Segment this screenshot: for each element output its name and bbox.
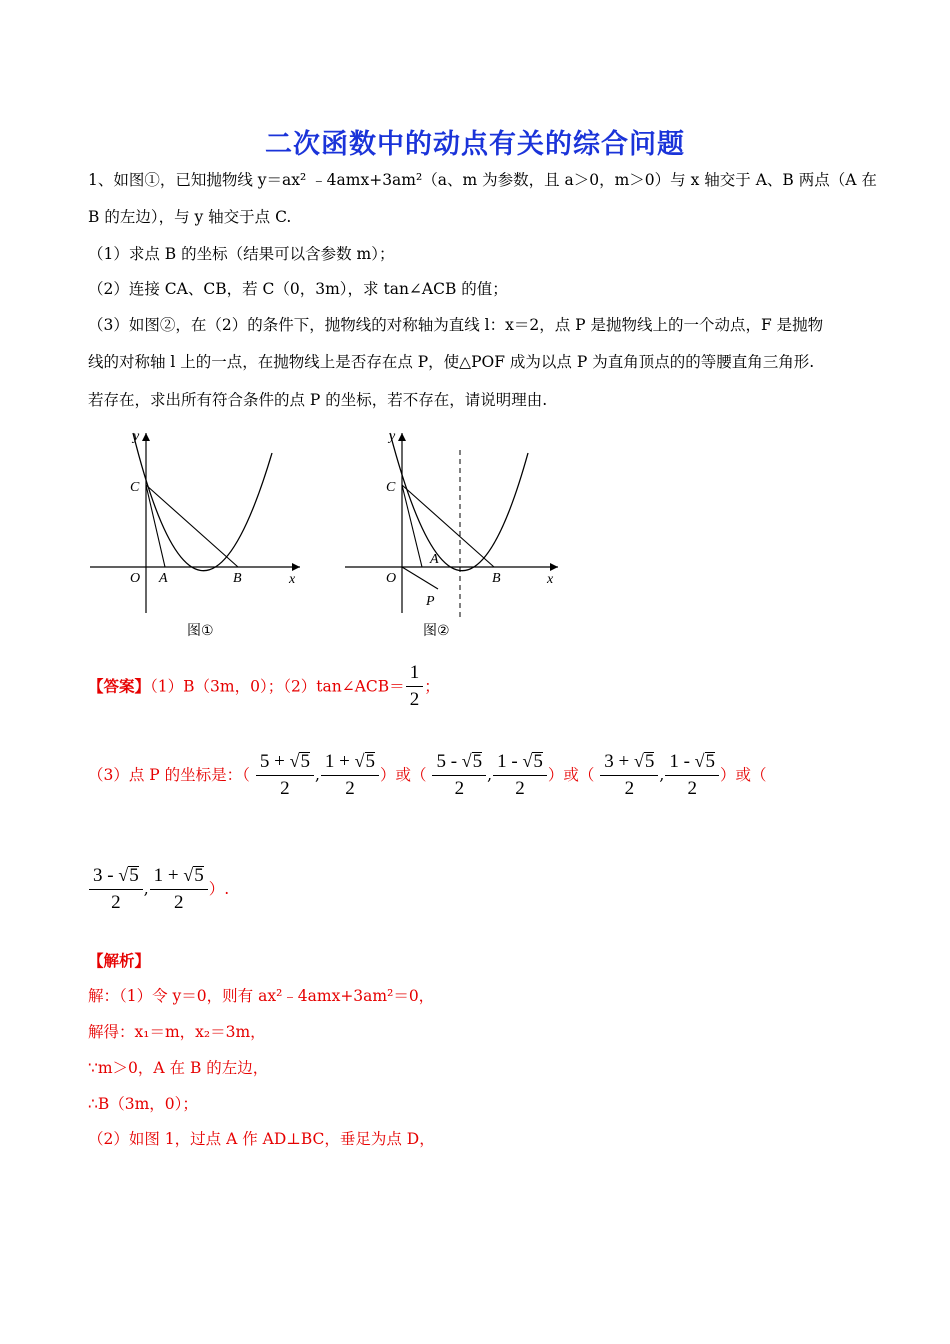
question-3-line-3: 若存在，求出所有符合条件的点 P 的坐标，若不存在，请说明理由.	[88, 391, 548, 409]
answer-line-3	[88, 748, 767, 802]
label-c: C	[386, 480, 396, 495]
analysis-line-2: 解得：x₁＝m，x₂＝3m，	[88, 1023, 266, 1041]
label-p: P	[426, 594, 435, 609]
analysis-line-3: ∵m＞0，A 在 B 的左边，	[88, 1059, 269, 1077]
answer-end: ）.	[208, 880, 230, 898]
x-fraction: $\frac{5 - √5}{2}$	[432, 748, 486, 802]
y-fraction: $\frac{1 - √5}{2}$	[665, 748, 719, 802]
question-3-line-1: （3）如图②，在（2）的条件下，抛物线的对称轴为直线 l：x＝2，点 P 是抛物线上的一个动点，F 是抛物	[88, 316, 824, 334]
segment-cb	[402, 485, 494, 567]
label-b: B	[492, 571, 501, 586]
or-separator: ）或（	[720, 766, 767, 784]
parabola	[133, 433, 272, 571]
point-1	[255, 751, 380, 799]
point-3	[599, 751, 720, 799]
answer-line-1	[88, 660, 440, 713]
question-2: （2）连接 CA、CB，若 C（0，3m），求 tan∠ACB 的值；	[88, 280, 508, 298]
analysis-line-1: 解：（1）令 y＝0，则有 ax²﹣4amx+3am²＝0，	[88, 987, 435, 1005]
x-fraction: $\frac{3 + √5}{2}$	[600, 748, 658, 802]
question-1: （1）求点 B 的坐标（结果可以含参数 m）；	[88, 245, 395, 263]
point-2	[431, 751, 547, 799]
answer-part-3-label: （3）点 P 的坐标是：（	[88, 766, 250, 784]
analysis-line-5: （2）如图 1，过点 A 作 AD⊥BC，垂足为点 D，	[88, 1130, 435, 1148]
problem-line-2: B 的左边），与 y 轴交于点 C.	[88, 208, 292, 226]
parabola	[390, 433, 528, 571]
label-y: y	[133, 429, 140, 444]
x-axis-arrow	[550, 563, 558, 571]
label-y: y	[389, 429, 396, 444]
label-a: A	[430, 552, 439, 567]
figure-1-caption: 图①	[187, 623, 214, 639]
y-fraction: $\frac{1 + √5}{2}$	[321, 748, 379, 802]
question-3-line-2: 线的对称轴 l 上的一点，在抛物线上是否存在点 P，使△POF 成为以点 P 为直角顶点的的等腰直角三角形.	[88, 353, 815, 371]
segment-ca	[402, 485, 422, 567]
label-a: A	[159, 571, 168, 586]
tan-fraction	[406, 660, 424, 713]
point-4	[88, 865, 209, 913]
coord-comma: ,	[659, 766, 665, 784]
answer-part-1: （1）B（3m，0）；（2）tan∠ACB＝	[150, 677, 405, 696]
x-fraction: $\frac{3 - √5}{2}$	[89, 862, 143, 916]
or-separator: ）或（	[380, 766, 427, 784]
or-separator: ）或（	[547, 766, 595, 784]
figure-1	[85, 425, 315, 645]
y-axis-arrow	[398, 433, 406, 441]
page-title: 二次函数中的动点有关的综合问题	[265, 129, 685, 160]
x-fraction: $\frac{5 + √5}{2}$	[256, 748, 314, 802]
analysis-line-4: ∴B（3m，0）；	[88, 1095, 198, 1113]
analysis-tag: 【解析】	[88, 951, 151, 970]
y-axis-arrow	[142, 433, 150, 441]
x-axis-arrow	[292, 563, 300, 571]
coord-comma: ,	[487, 766, 493, 784]
segment-cb	[146, 485, 238, 567]
label-o: O	[130, 571, 141, 586]
segment-ca	[146, 485, 165, 567]
label-b: B	[233, 571, 242, 586]
figure-2-caption: 图②	[423, 623, 450, 639]
problem-line-1: 1、如图①，已知抛物线 y＝ax² ﹣4amx+3am²（a、m 为参数，且 a＞0，m＞0）与 x 轴交于 A、B 两点（A 在	[88, 171, 877, 189]
label-x: x	[547, 572, 554, 587]
y-fraction: $\frac{1 + √5}{2}$	[150, 862, 208, 916]
figure-2	[340, 425, 570, 645]
label-x: x	[289, 572, 296, 587]
tan-numerator: 1	[406, 660, 424, 687]
tan-denominator: 2	[409, 689, 420, 710]
coord-comma: ,	[143, 880, 149, 898]
coord-comma: ,	[314, 766, 320, 784]
answer-tag: 【答案】	[88, 676, 151, 696]
label-o: O	[386, 571, 397, 586]
label-c: C	[130, 480, 140, 495]
answer-line-4	[88, 862, 229, 916]
segment-op	[402, 567, 438, 589]
y-fraction: $\frac{1 - √5}{2}$	[493, 748, 547, 802]
answer-semicolon: ；	[424, 677, 440, 696]
